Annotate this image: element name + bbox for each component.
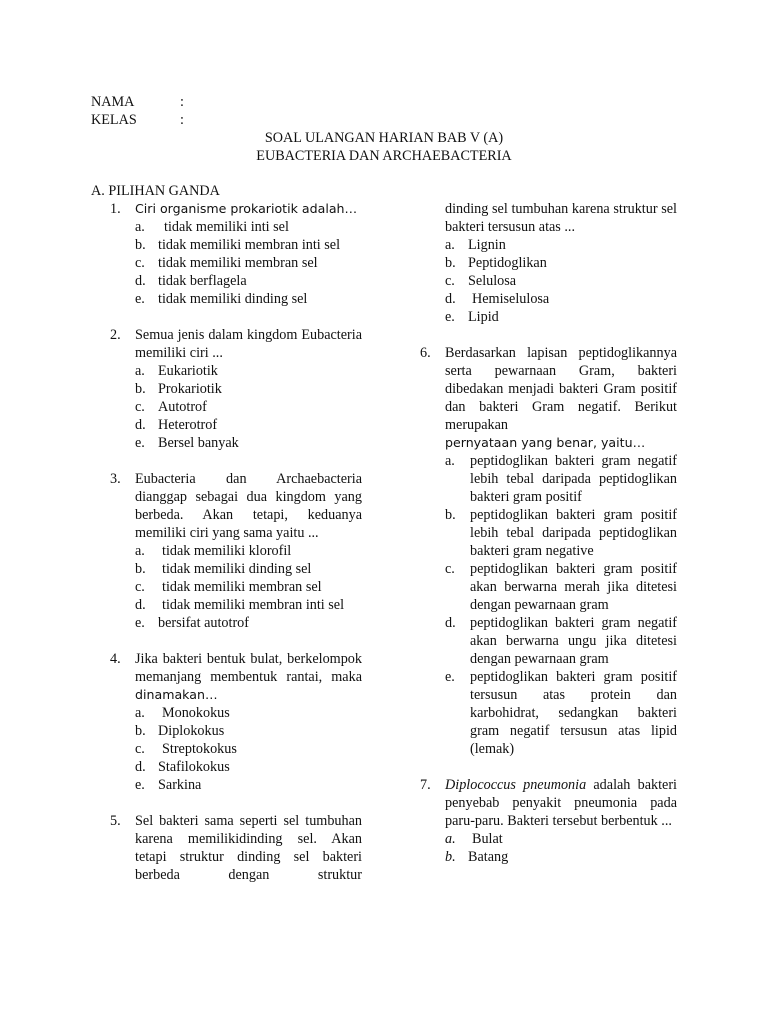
option-a: a. tidak memiliki inti sel (135, 219, 289, 235)
question-stem: Berdasarkan lapisan peptidoglikannya serta pewarnaan Gram, bakteri dibedakan menjadi bakteri Gram positif dan bakteri Gram negatif. Berikut merupakan (445, 345, 677, 433)
class-colon: : (180, 112, 184, 128)
question-number: 7. (420, 777, 431, 793)
option-c: c. tidak memiliki membran sel (135, 255, 318, 271)
option-b: b. Diplokokus (135, 723, 225, 739)
question-number: 5. (110, 813, 121, 829)
name-label: NAMA (91, 94, 135, 110)
left-column (110, 200, 362, 884)
question-4 (110, 650, 362, 794)
question-3 (110, 470, 362, 632)
class-row (91, 111, 691, 129)
option-a: a. Monokokus (135, 705, 230, 721)
option-c: c. Selulosa (445, 273, 517, 289)
option-c: c. Autotrof (135, 399, 207, 415)
option-b: b. Prokariotik (135, 381, 222, 397)
question-stem-end: dinamakan… (135, 687, 218, 702)
question-number: 4. (110, 651, 121, 667)
option-a: a. peptidoglikan bakteri gram negatif lebih tebal daripada peptidoglikan bakteri gram positif (445, 453, 677, 505)
option-b: b. Batang (445, 849, 509, 865)
option-d: d. tidak berflagela (135, 273, 247, 289)
question-stem: Jika bakteri bentuk bulat, berkelompok memanjang membentuk rantai, maka (135, 651, 362, 685)
title-line-1: SOAL ULANGAN HARIAN BAB V (A) (264, 130, 504, 146)
option-e: e. Bersel banyak (135, 435, 239, 451)
student-info (91, 93, 691, 129)
question-stem: Sel bakteri sama seperti sel tumbuhan karena memilikidinding sel. Akan tetapi struktur dinding sel bakteri berbeda dengan struktur (135, 813, 362, 883)
option-b: b. Peptidoglikan (445, 255, 547, 271)
question-5-continued (420, 200, 677, 326)
question-number: 3. (110, 471, 121, 487)
section-heading: A. PILIHAN GANDA (91, 183, 220, 199)
question-1 (110, 200, 362, 308)
option-e: e. bersifat autotrof (135, 615, 249, 631)
option-b: b. tidak memiliki dinding sel (135, 561, 312, 577)
question-2 (110, 326, 362, 452)
question-7 (420, 776, 677, 866)
option-e: e. peptidoglikan bakteri gram positif tersusun atas protein dan karbohidrat, sedangkan bakteri gram negatif tersusun atas lipid (lemak) (445, 669, 677, 757)
title-line-2: EUBACTERIA DAN ARCHAEBACTERIA (256, 148, 512, 164)
option-a: a. Lignin (445, 237, 506, 253)
question-5 (110, 812, 362, 884)
question-stem-text: adalah bakteri penyebab penyakit pneumonia pada paru-paru. Bakteri tersebut berbentuk ... (445, 777, 677, 829)
question-stem: Eubacteria dan Archaebacteria dianggap sebagai dua kingdom yang berbeda. Akan tetapi, keduanya memiliki ciri yang sama yaitu ... (135, 471, 362, 541)
option-b: b. tidak memiliki membran inti sel (135, 237, 341, 253)
option-c: c. Streptokokus (135, 741, 237, 757)
option-d: d. Heterotrof (135, 417, 218, 433)
option-d: d. tidak memiliki membran inti sel (135, 597, 345, 613)
question-number: 2. (110, 327, 121, 343)
right-column (420, 200, 677, 866)
question-number: 1. (110, 201, 121, 217)
option-d: d. Stafilokokus (135, 759, 230, 775)
option-c: c. peptidoglikan bakteri gram positif akan berwarna merah jika ditetesi dengan pewarnaan gram (445, 561, 677, 613)
option-e: e. Lipid (445, 309, 499, 325)
option-a: a. Bulat (445, 831, 503, 847)
option-d: d. peptidoglikan bakteri gram negatif akan berwarna ungu jika ditetesi dengan pewarnaan gram (445, 615, 677, 667)
question-stem-end: pernyataan yang benar, yaitu… (445, 435, 646, 450)
option-a: a. Eukariotik (135, 363, 218, 379)
question-stem: Ciri organisme prokariotik adalah… (135, 201, 358, 216)
option-e: e. Sarkina (135, 777, 202, 793)
question-stem-continued: dinding sel tumbuhan karena struktur sel bakteri tersusun atas ... (445, 201, 677, 235)
question-stem: Semua jenis dalam kingdom Eubacteria memiliki ciri ... (135, 327, 362, 361)
question-stem (445, 776, 677, 830)
document-title (0, 129, 768, 165)
option-c: c. tidak memiliki membran sel (135, 579, 322, 595)
class-label: KELAS (91, 112, 137, 128)
question-6 (420, 344, 677, 758)
option-d: d. Hemiselulosa (445, 291, 550, 307)
question-number: 6. (420, 345, 431, 361)
name-colon: : (180, 94, 184, 110)
name-row (91, 93, 691, 111)
species-name: Diplococcus pneumonia (445, 777, 587, 793)
option-a: a. tidak memiliki klorofil (135, 543, 292, 559)
option-e: e. tidak memiliki dinding sel (135, 291, 308, 307)
option-b: b. peptidoglikan bakteri gram positif lebih tebal daripada peptidoglikan bakteri gram negative (445, 507, 677, 559)
